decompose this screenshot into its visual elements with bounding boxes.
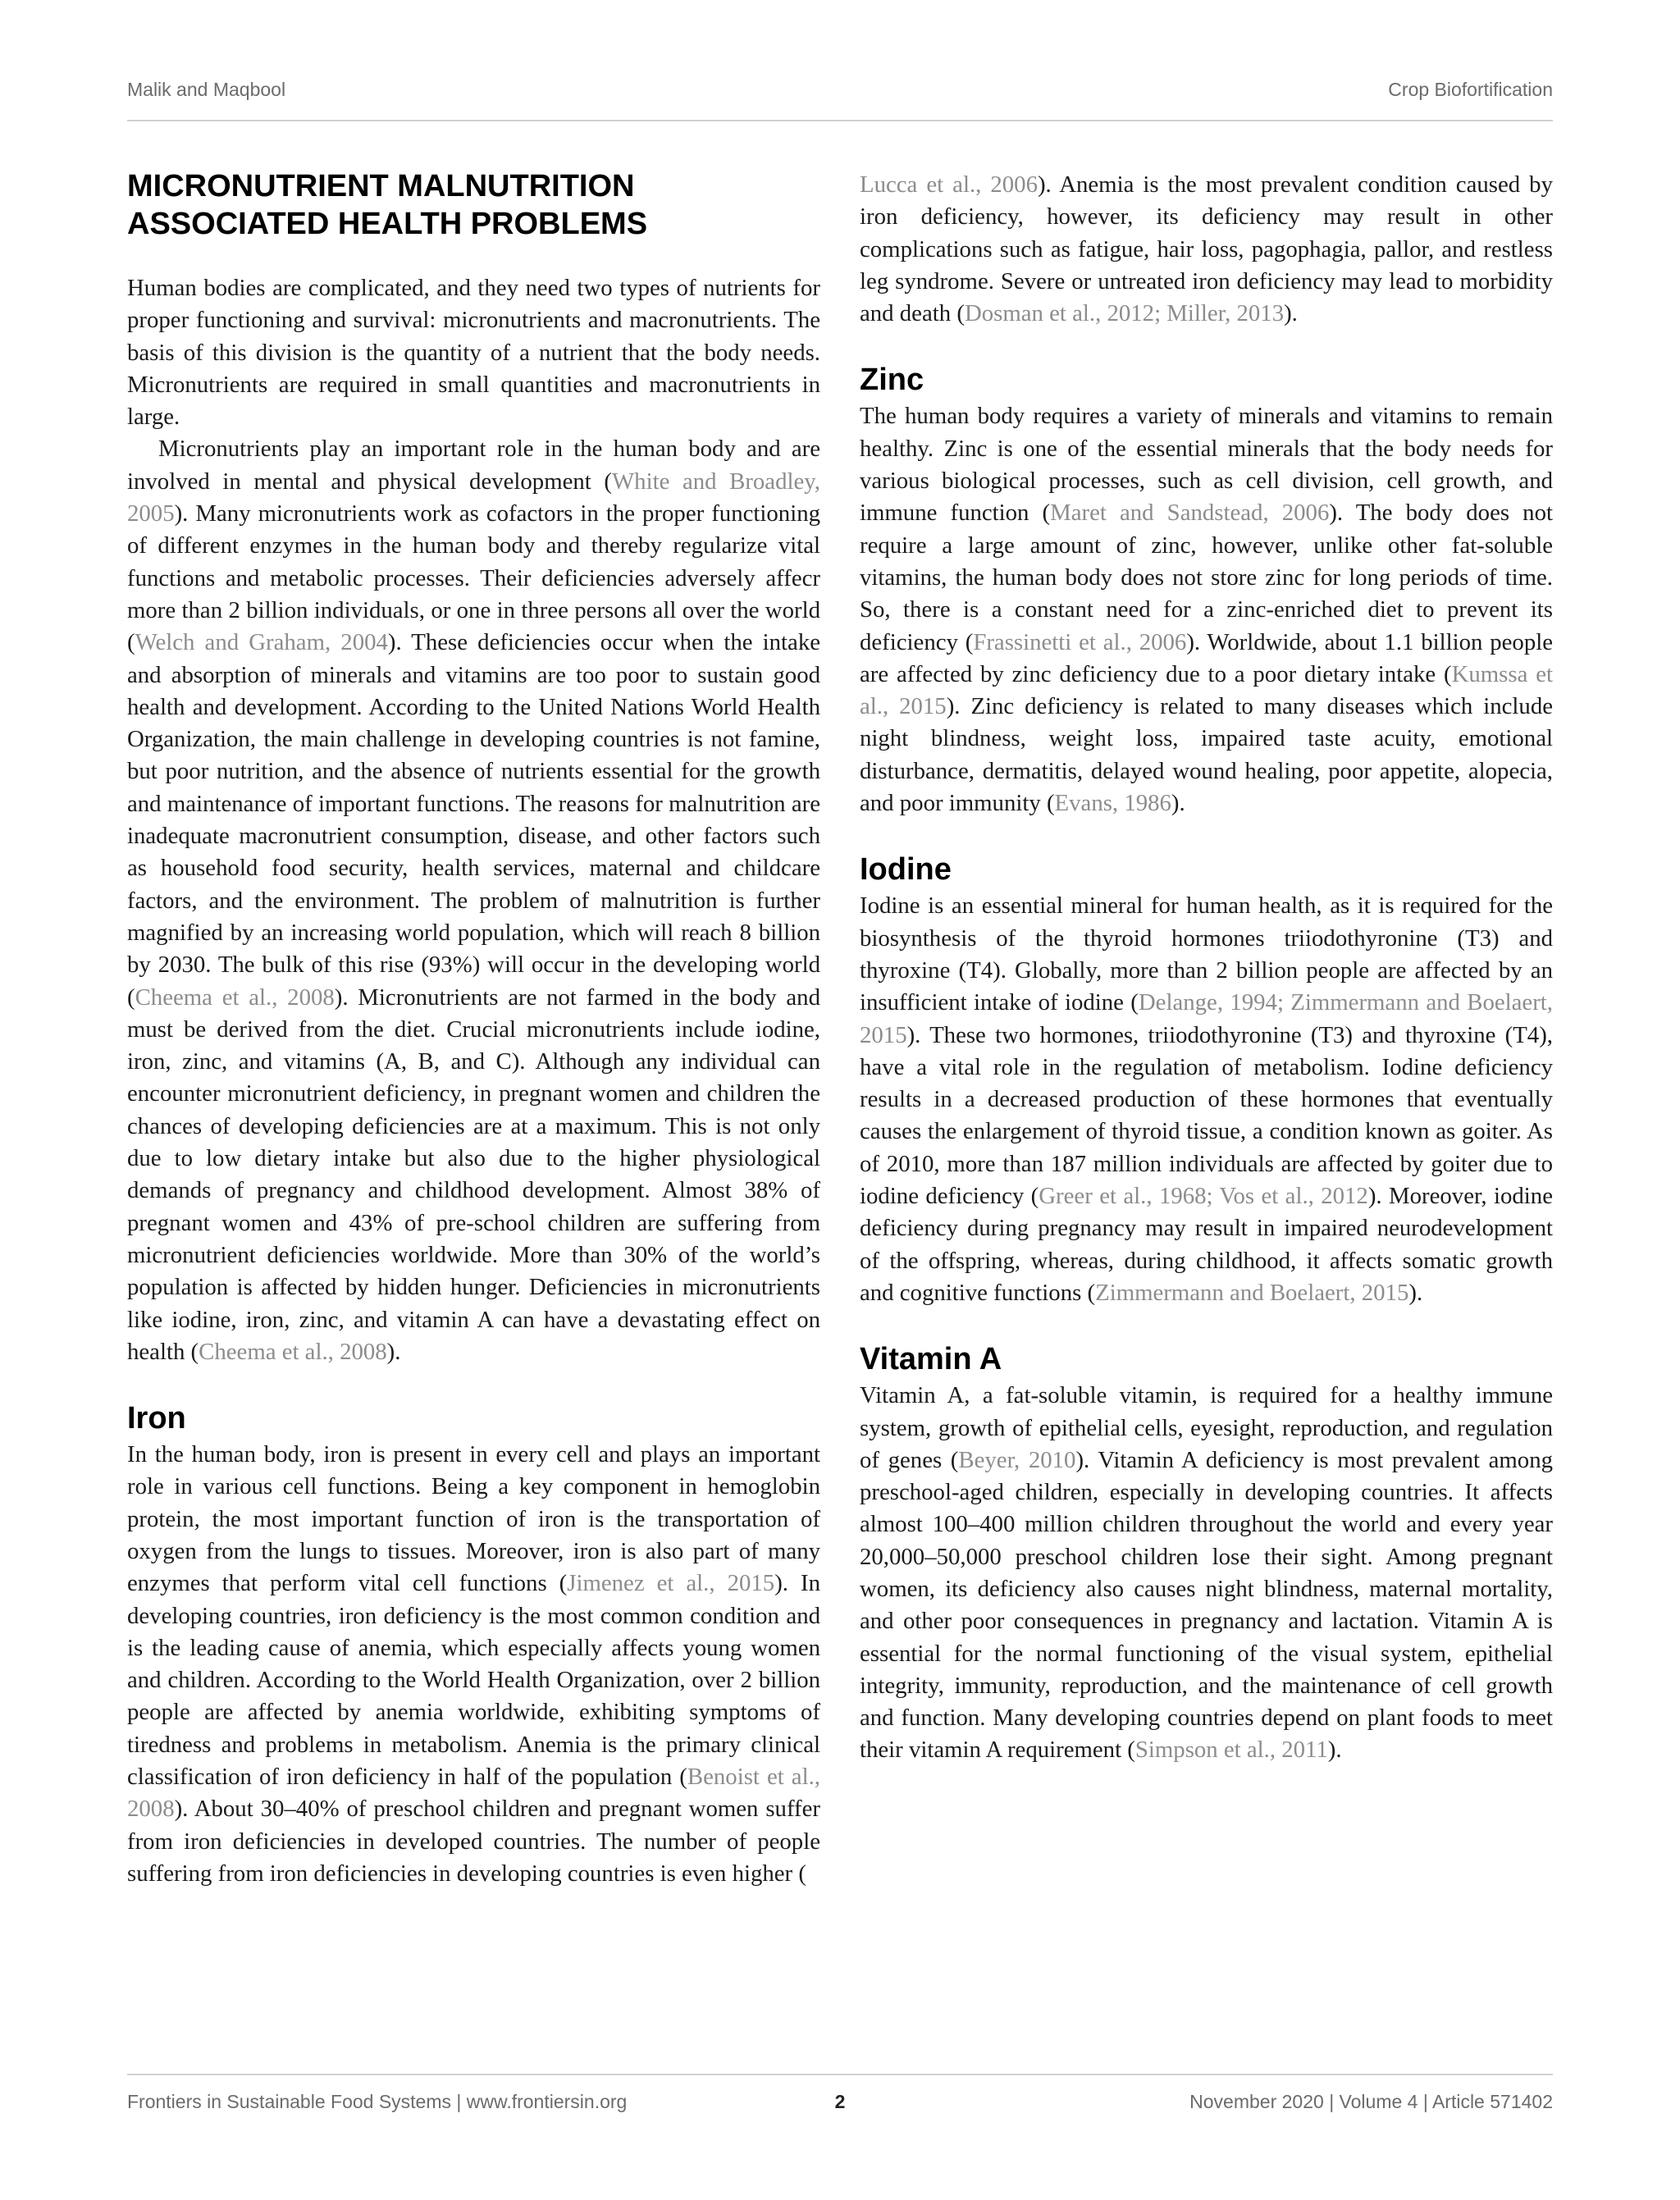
header-authors: Malik and Maqbool: [127, 79, 286, 100]
citation-link[interactable]: Welch and Graham, 2004: [135, 629, 388, 656]
running-header: [127, 79, 1553, 108]
citation-link[interactable]: Jimenez et al., 2015: [567, 1570, 775, 1597]
citation-link[interactable]: Lucca et al., 2006: [860, 171, 1038, 198]
vitamin-a-heading: Vitamin A: [860, 1342, 1002, 1377]
iodine-heading: Iodine: [860, 852, 952, 888]
citation-link[interactable]: Kumssa et al., 2015: [860, 660, 1553, 720]
header-running-title: Crop Biofortification: [1388, 79, 1553, 100]
iodine-paragraph: Iodine is an essential mineral for human health, as it is required for the biosynthesis of the thyroid hormones triiodothyronine (T3) and thyroxine (T4). Globally, more than 2 billion people are affected by an insufficient intake of iodine (Delange, 1994; Zimmermann and Boelaert, 2015). These two hormones, triiodothyronine (T3) and thyroxine (T4), have a vital role in the regulation of metabolism. Iodine deficiency results in a decreased production of these hormones that eventually causes the enlargement of thyroid tissue, a condition known as goiter. As of 2010, more than 187 million individuals are affected by goiter due to iodine deficiency (Greer et al., 1968; Vos et al., 2012). Moreover, iodine deficiency during pregnancy may result in impaired neurodevelopment of the offspring, whereas, during childhood, it affects somatic growth and cognitive functions (Zimmermann and Boelaert, 2015).: [860, 892, 1553, 1306]
citation-link[interactable]: White and Broadley, 2005: [127, 468, 820, 527]
footer-journal: Frontiers in Sustainable Food Systems | www.frontiersin.org: [127, 2091, 628, 2112]
citation-link[interactable]: Evans, 1986: [1054, 790, 1171, 817]
iron-heading: Iron: [127, 1401, 186, 1436]
vitamin-a-paragraph: Vitamin A, a fat-soluble vitamin, is required for a healthy immune system, growth of epithelial cells, eyesight, reproduction, and regulation of genes (Beyer, 2010). Vitamin A deficiency is most prevalent among preschool-aged children, especially in developing countries. It affects almost 100–400 million children throughout the world and every year 20,000–50,000 preschool children lose their sight. Among pregnant women, its deficiency also causes night blindness, maternal mortality, and other poor consequences in pregnancy and lactation. Vitamin A is essential for the normal functioning of the visual system, epithelial integrity, immunity, reproduction, and the maintenance of cell growth and function. Many developing countries depend on plant foods to meet their vitamin A requirement (Simpson et al., 2011).: [860, 1382, 1553, 1764]
footer-issue: November 2020 | Volume 4 | Article 571402: [1189, 2091, 1553, 2112]
zinc-heading: Zinc: [860, 363, 924, 398]
zinc-paragraph: The human body requires a variety of minerals and vitamins to remain healthy. Zinc is one of the essential minerals that the body needs for various biological processes, such as cell division, cell growth, and immune function (Maret and Sandstead, 2006). The body does not require a large amount of zinc, however, unlike other fat-soluble vitamins, the human body does not store zinc for long periods of time. So, there is a constant need for a zinc-enriched diet to prevent its deficiency (Frassinetti et al., 2006). Worldwide, about 1.1 billion people are affected by zinc deficiency due to a poor dietary intake (Kumssa et al., 2015). Zinc deficiency is related to many diseases which include night blindness, weight loss, impaired taste acuity, emotional disturbance, dermatitis, delayed wound healing, poor appetite, alopecia, and poor immunity (Evans, 1986).: [860, 403, 1554, 817]
citation-link[interactable]: Beyer, 2010: [958, 1446, 1076, 1473]
citation-link[interactable]: Frassinetti et al., 2006: [973, 628, 1187, 655]
citation-link[interactable]: Cheema et al., 2008: [199, 1338, 387, 1365]
citation-link[interactable]: Zimmermann and Boelaert, 2015: [1095, 1279, 1409, 1306]
page-footer: [127, 2091, 1553, 2120]
page-number: 2: [834, 2091, 846, 2112]
right-column: [860, 164, 1553, 1767]
iron-paragraph: In the human body, iron is present in every cell and plays an important role in various cell functions. Being a key component in hemoglobin protein, the most important function of iron is the transportation of oxygen from the lungs to tissues. Moreover, iron is also part of many enzymes that perform vital cell functions (Jimenez et al., 2015). In developing countries, iron deficiency is the most common condition and is the leading cause of anemia, which especially affects young women and children. According to the World Health Organization, over 2 billion people are affected by anemia worldwide, exhibiting symptoms of tiredness and problems in metabolism. Anemia is the primary clinical classification of iron deficiency in half of the population (Benoist et al., 2008). About 30–40% of preschool children and pregnant women suffer from iron deficiencies in developed countries. The number of people suffering from iron deficiencies in developing countries is even higher (: [127, 1441, 820, 1887]
citation-link[interactable]: Maret and Sandstead, 2006: [1050, 500, 1330, 527]
section-paragraph-1: Human bodies are complicated, and they need two types of nutrients for proper functioning and survival: micronutrients and macronutrients. The basis of this division is the quantity of a nutrient that the body needs. Micronutrients are required in small quantities and macronutrients in large.: [127, 275, 820, 431]
citation-link[interactable]: Simpson et al., 2011: [1134, 1737, 1328, 1764]
citation-link[interactable]: Benoist et al., 2008: [127, 1764, 820, 1823]
citation-link[interactable]: Greer et al., 1968; Vos et al., 2012: [1039, 1183, 1368, 1210]
footer-rule: [127, 2074, 1553, 2075]
header-rule: [127, 120, 1553, 121]
citation-link[interactable]: Dosman et al., 2012; Miller, 2013: [964, 300, 1285, 327]
section-title: MICRONUTRIENT MALNUTRITION ASSOCIATED HEALTH PROBLEMS: [127, 169, 648, 241]
citation-link[interactable]: Delange, 1994; Zimmermann and Boelaert, 2015: [860, 989, 1553, 1048]
left-column: [127, 164, 820, 1890]
citation-link[interactable]: Cheema et al., 2008: [135, 984, 335, 1011]
section-paragraph-2: Micronutrients play an important role in the human body and are involved in mental and physical development (White and Broadley, 2005). Many micronutrients work as cofactors in the proper functioning of different enzymes in the human body and thereby regularize vital functions and metabolic processes. Their deficiencies adversely affecr more than 2 billion individuals, or one in three persons all over the world (Welch and Graham, 2004). These deficiencies occur when the intake and absorption of minerals and vitamins are too poor to sustain good health and development. According to the United Nations World Health Organization, the main challenge in developing countries is not famine, but poor nutrition, and the absence of nutrients essential for the growth and maintenance of important functions. The reasons for malnutrition are inadequate macronutrient consumption, disease, and other factors such as household food security, health services, maternal and childcare factors, and the environment. The problem of malnutrition is further magnified by an increasing world population, which will reach 8 billion by 2030. The bulk of this rise (93%) will occur in the developing world (Cheema et al., 2008). Micronutrients are not farmed in the body and must be derived from the diet. Crucial micronutrients include iodine, iron, zinc, and vitamins (A, B, and C). Although any individual can encounter micronutrient deficiency, in pregnant women and children the chances of developing deficiencies are at a maximum. This is not only due to low dietary intake but also due to the higher physiological demands of pregnancy and childhood development. Almost 38% of pregnant women and 43% of pre-school children are suffering from micronutrient deficiencies worldwide. More than 30% of the world’s population is affected by hidden hunger. Deficiencies in micronutrients like iodine, iron, zinc, and vitamin A can have a devastating effect on health (Cheema et al., 2008).: [127, 436, 820, 1365]
iron-paragraph-continued: Lucca et al., 2006). Anemia is the most prevalent condition caused by iron deficiency, however, its deficiency may result in other complications such as fatigue, hair loss, pagophagia, pallor, and restless leg syndrome. Severe or untreated iron deficiency may lead to morbidity and death (Dosman et al., 2012; Miller, 2013).: [860, 171, 1553, 327]
